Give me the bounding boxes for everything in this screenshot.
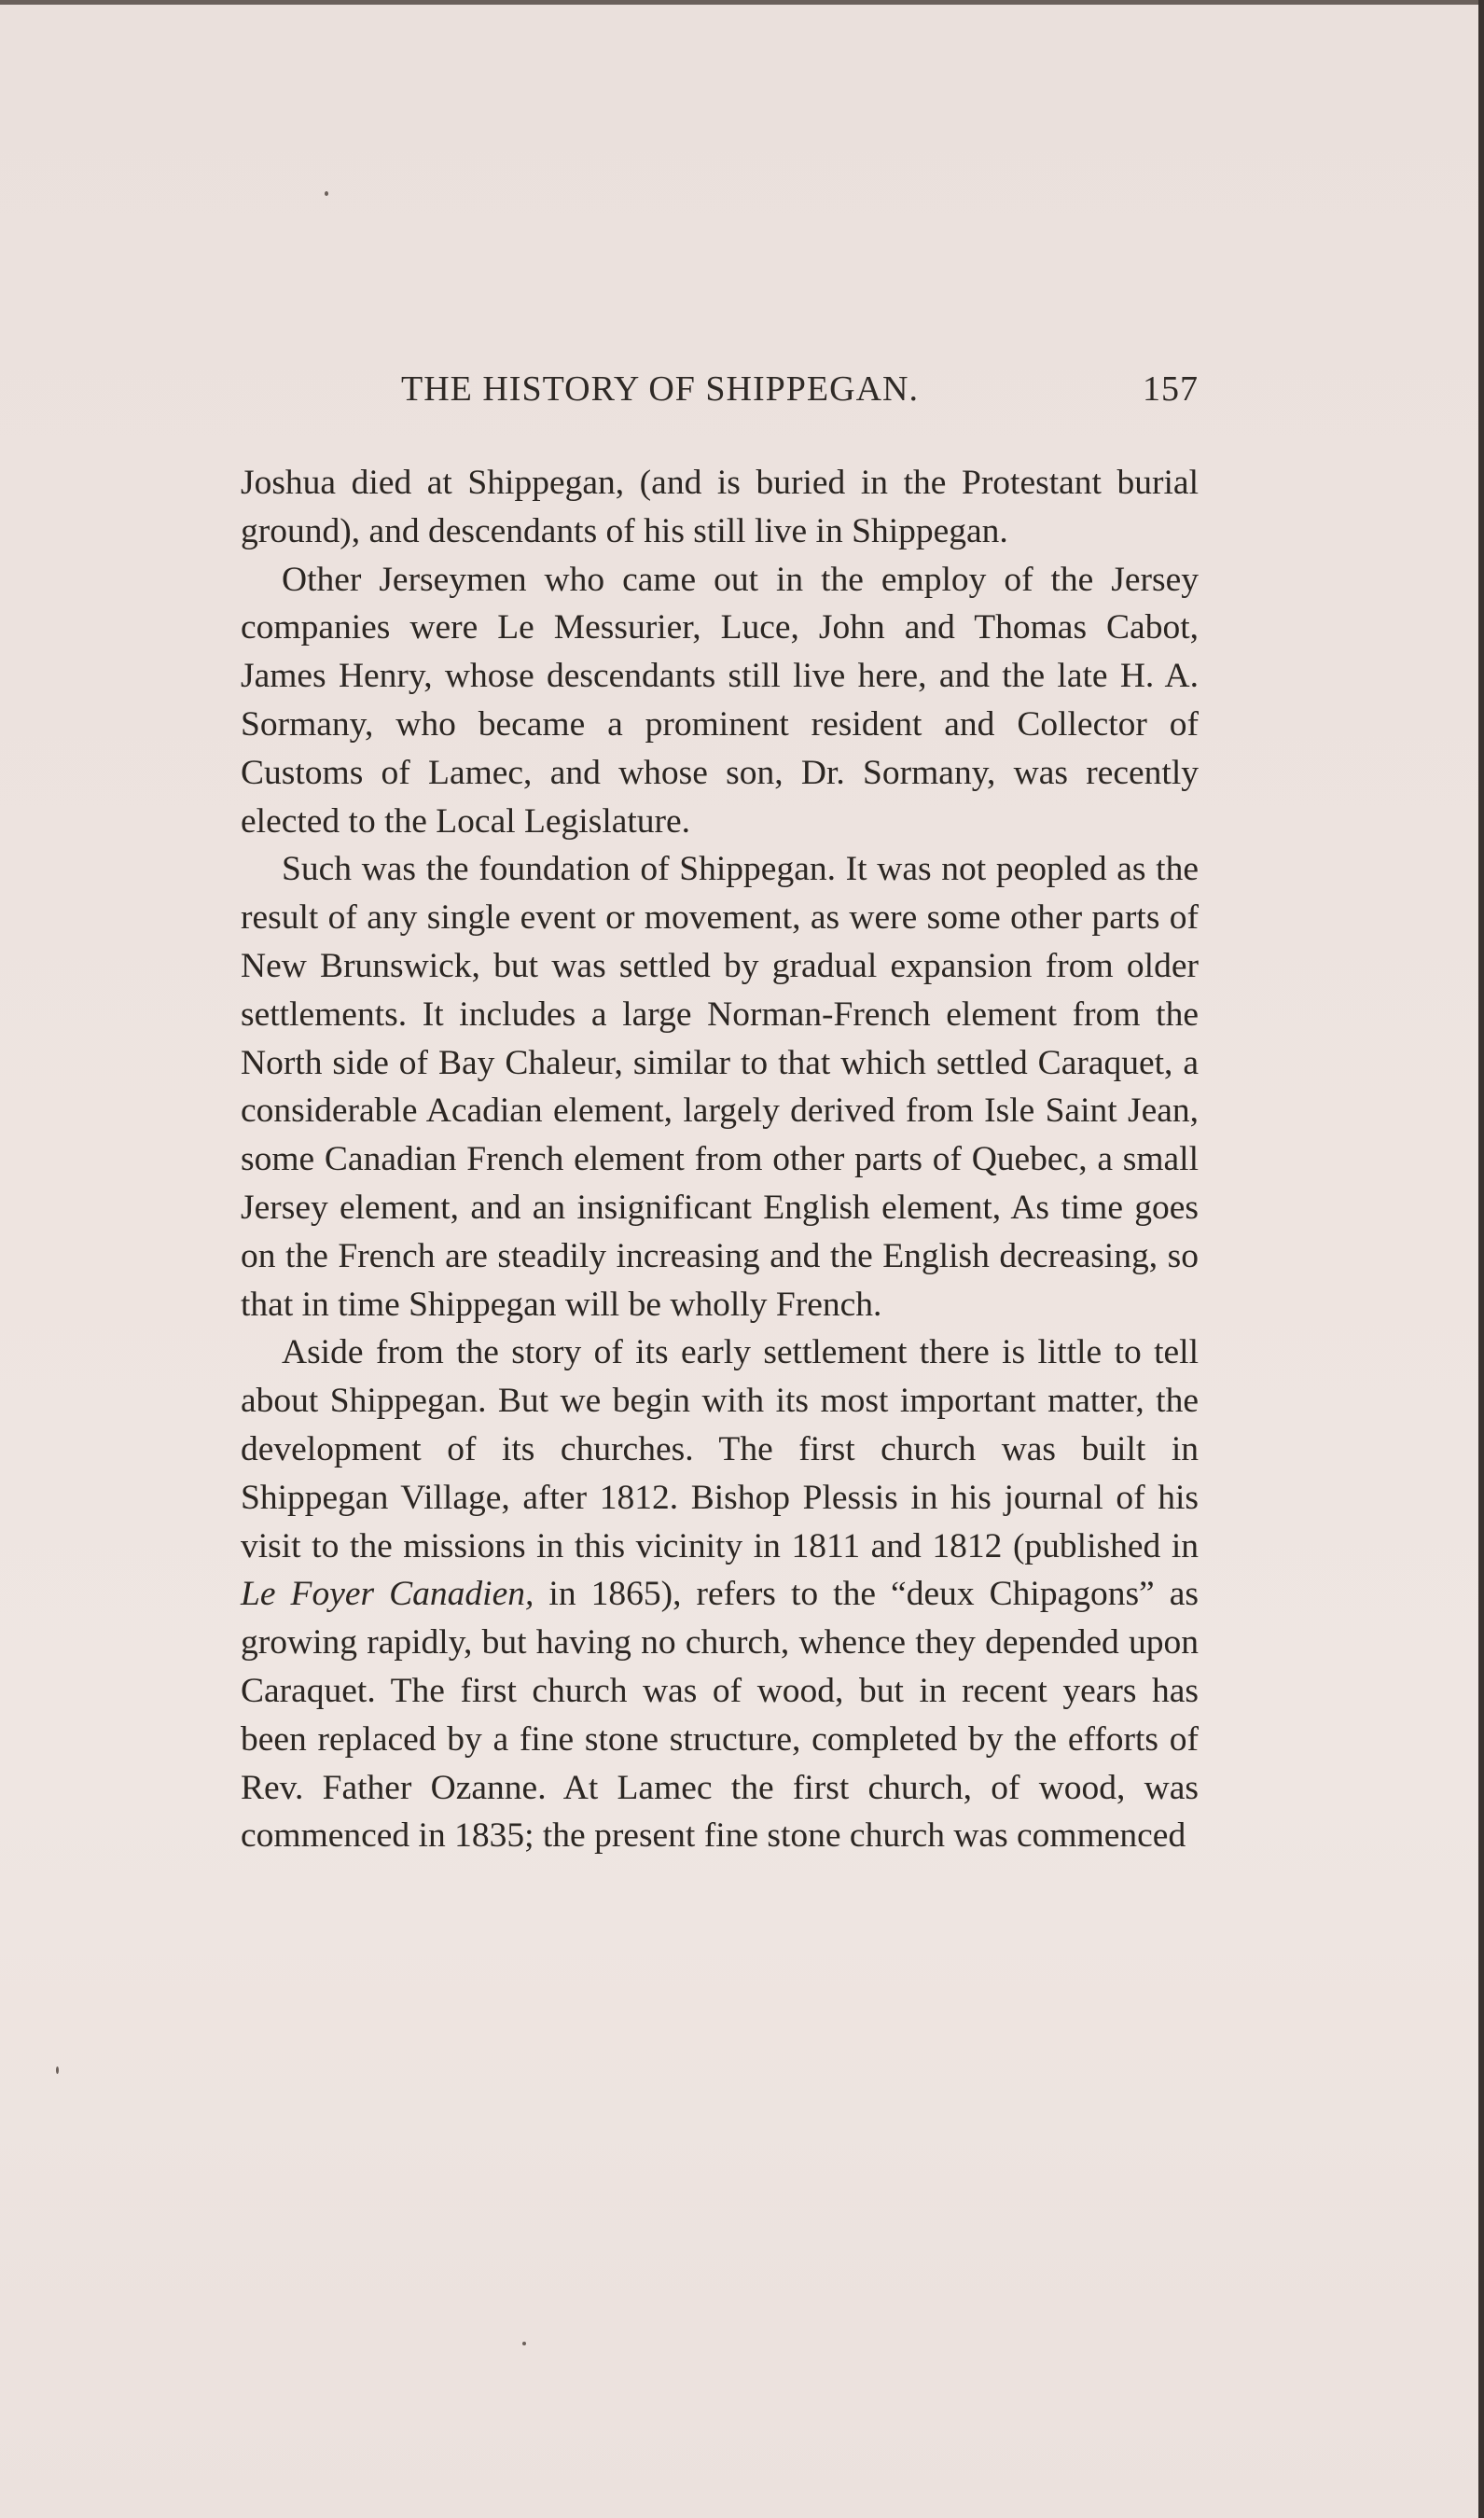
paragraph-4-text-b: in 1865), refers to the “deux Chipagons” as growing rapidly, but having no church, whence they depended upon Caraquet. The first church was of wood, but in recent years has been replaced by a fine stone structure, completed by the efforts of Rev. Father Ozanne. At Lamec the first church, of wood, was commenced in 1835; the present fine stone church was commenced [241, 1575, 1199, 1856]
paragraph-2 [241, 556, 1199, 846]
paragraph-1 [241, 459, 1199, 556]
paragraph-4 [241, 1329, 1199, 1860]
page-number: 157 [1143, 369, 1199, 409]
paper-speck [325, 191, 328, 196]
paragraph-1-text: Joshua died at Shippegan, (and is buried in the Protestant burial ground), and descendants of his still live in Shippegan. [241, 464, 1199, 550]
paragraph-3-text: Such was the foundation of Shippegan. It was not peopled as the result of any single event or movement, as were some other parts of New Brunswick, but was settled by gradual expansion from older settlements. It includes a large Norman-French element from the North side of Bay Chaleur, similar to that which settled Caraquet, a considerable Acadian element, largely derived from Isle Saint Jean, some Canadian French element from other parts of Quebec, a small Jersey element, and an insignificant English element, As time goes on the French are steadily increasing and the English decreasing, so that in time Shippegan will be wholly French. [241, 850, 1199, 1324]
paragraph-2-text: Other Jerseymen who came out in the employ of the Jersey companies were Le Messurier, Luce, John and Thomas Cabot, James Henry, whose descendants still live here, and the late H. A. Sormany, who became a prominent resident and Collector of Customs of Lamec, and whose son, Dr. Sormany, was recently elected to the Local Legislature. [241, 560, 1199, 841]
paper-speck [522, 2342, 526, 2345]
page-header [401, 369, 1199, 424]
scan-right-edge [1478, 0, 1484, 2518]
paper-speck [56, 2066, 59, 2074]
paragraph-3 [241, 845, 1199, 1329]
body-text [241, 459, 1199, 1860]
publication-title: Le Foyer Canadien, [241, 1575, 534, 1614]
scan-top-edge [0, 0, 1484, 5]
paragraph-4-text-a: Aside from the story of its early settlement there is little to tell about Shippegan. But we begin with its most important matter, the development of its churches. The first church was built in Shippegan Village, after 1812. Bishop Plessis in his journal of his visit to the missions in this vicinity in 1811 and 1812 (published in [241, 1333, 1199, 1565]
running-title: THE HISTORY OF SHIPPEGAN. [401, 369, 919, 409]
